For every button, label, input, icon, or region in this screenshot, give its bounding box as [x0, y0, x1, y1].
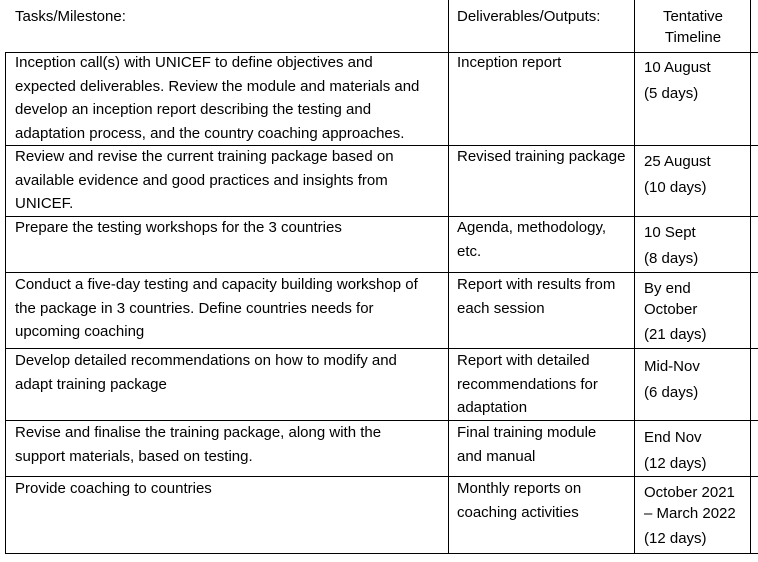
- deliverable-text: coaching activities: [457, 503, 579, 521]
- deliverable-text: Inception report: [457, 54, 562, 71]
- task-text: available evidence and good practices and insights from: [15, 171, 388, 189]
- right-border: [750, 0, 751, 554]
- task-cell: [15, 51, 419, 145]
- timeline-cell: [644, 278, 707, 345]
- deliverable-text: each session: [457, 299, 545, 317]
- timeline-text: (21 days): [644, 326, 707, 343]
- timeline-text: (10 days): [644, 178, 707, 196]
- timeline-text: – March 2022: [644, 505, 736, 522]
- timeline-text: 10 Sept: [644, 224, 696, 241]
- deliverable-cell: [457, 349, 598, 420]
- column-divider: [448, 0, 449, 554]
- task-text: Review and revise the current training package based on: [15, 148, 394, 165]
- task-cell: [15, 216, 342, 240]
- deliverable-text: recommendations for: [457, 375, 598, 393]
- timeline-text: By end: [644, 280, 691, 297]
- timeline-cell: [644, 355, 700, 404]
- deliverable-text: etc.: [457, 242, 482, 260]
- task-text: the package in 3 countries. Define countries needs for: [15, 299, 374, 317]
- task-text: Inception call(s) with UNICEF to define objectives and: [15, 54, 373, 71]
- timeline-text: End Nov: [644, 429, 702, 446]
- task-text: support materials, based on testing.: [15, 447, 253, 465]
- task-cell: [15, 477, 212, 501]
- timeline-text: (6 days): [644, 383, 699, 401]
- deliverable-text: and manual: [457, 447, 536, 465]
- timeline-text: October: [644, 301, 698, 318]
- timeline-cell: [644, 56, 711, 105]
- timeline-cell: [644, 426, 707, 475]
- deliverable-cell: [457, 273, 615, 320]
- timeline-cell: [644, 482, 736, 549]
- task-text: expected deliverables. Review the module and materials and: [15, 77, 420, 95]
- task-text: adaptation process, and the country coaching approaches.: [15, 124, 405, 142]
- task-text: upcoming coaching: [15, 323, 145, 340]
- deliverable-cell: [457, 145, 625, 169]
- task-cell: [15, 349, 397, 396]
- deliverable-cell: [457, 216, 606, 263]
- timeline-text: (12 days): [644, 530, 707, 547]
- timeline-text: 10 August: [644, 59, 711, 76]
- task-text: Develop detailed recommendations on how to modify and: [15, 352, 397, 369]
- task-text: Revise and finalise the training package, along with the: [15, 424, 382, 441]
- timeline-text: Mid-Nov: [644, 358, 700, 375]
- task-text: Provide coaching to countries: [15, 480, 212, 497]
- column-divider: [634, 0, 635, 554]
- deliverable-cell: [457, 477, 581, 524]
- task-text: adapt training package: [15, 375, 167, 393]
- timeline-text: 25 August: [644, 153, 711, 170]
- task-cell: [15, 421, 381, 468]
- task-text: Prepare the testing workshops for the 3 countries: [15, 219, 342, 236]
- deliverable-cell: [457, 421, 596, 468]
- task-text: Conduct a five-day testing and capacity building workshop of: [15, 276, 418, 293]
- header-tasks: Tasks/Milestone:: [15, 8, 126, 25]
- deliverable-cell: [457, 51, 561, 75]
- timeline-text: (5 days): [644, 84, 699, 102]
- timeline-cell: [644, 150, 711, 199]
- deliverable-text: Revised training package: [457, 148, 626, 165]
- timeline-text: October 2021: [644, 484, 735, 501]
- deliverable-text: Report with detailed: [457, 352, 590, 369]
- task-cell: [15, 273, 418, 344]
- task-cell: [15, 145, 394, 216]
- left-border: [5, 52, 6, 554]
- timeline-text: (12 days): [644, 454, 707, 472]
- header-timeline: Tentative Timeline: [662, 8, 724, 46]
- table-bottom-border: [5, 553, 758, 554]
- deliverable-text: Final training module: [457, 424, 597, 441]
- task-text: develop an inception report describing the testing and: [15, 101, 372, 118]
- deliverable-text: Monthly reports on: [457, 480, 582, 497]
- task-text: UNICEF.: [15, 195, 74, 212]
- deliverable-text: Agenda, methodology,: [457, 219, 606, 236]
- header-deliverables: Deliverables/Outputs:: [457, 8, 601, 25]
- timeline-text: (8 days): [644, 249, 699, 267]
- deliverable-text: Report with results from: [457, 276, 616, 293]
- deliverable-text: adaptation: [457, 399, 528, 416]
- timeline-cell: [644, 221, 698, 270]
